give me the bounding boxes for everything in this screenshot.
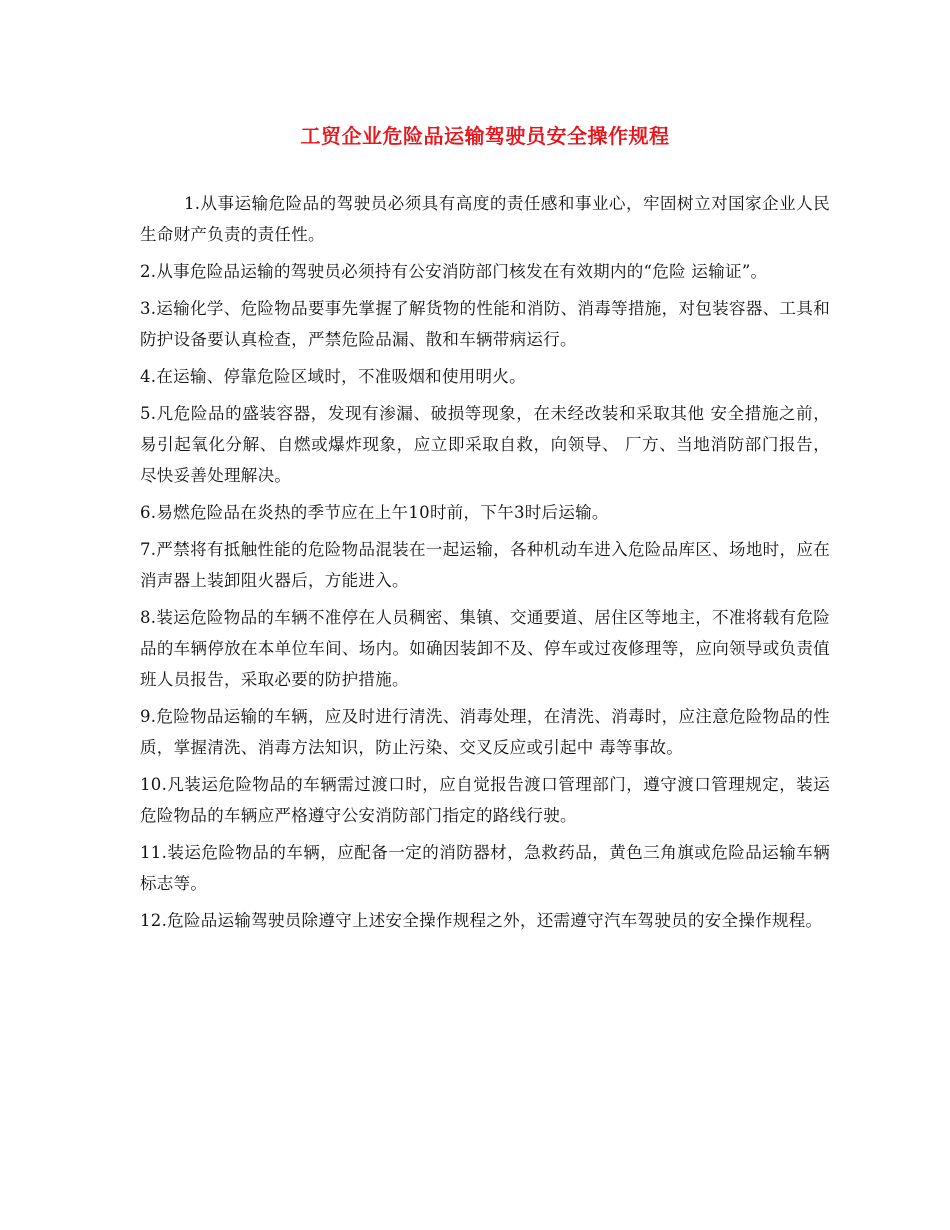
paragraph-3: 3.运输化学、危险物品要事先掌握了解货物的性能和消防、消毒等措施，对包装容器、工具和防护设备要认真检查，严禁危险品漏、散和车辆带病运行。 — [140, 299, 830, 349]
paragraph-12: 12.危险品运输驾驶员除遵守上述安全操作规程之外，还需遵守汽车驾驶员的安全操作规程。 — [140, 911, 823, 930]
paragraph-11: 11.装运危险物品的车辆，应配备一定的消防器材，急救药品，黄色三角旗或危险品运输车辆标志等。 — [140, 843, 830, 893]
paragraph-7: 7.严禁将有抵触性能的危险物品混装在一起运输，各种机动车进入危险品库区、场地时，应在消声器上装卸阻火器后，方能进入。 — [140, 540, 830, 590]
document-title: 工贸企业危险品运输驾驶员安全操作规程 — [300, 124, 670, 148]
paragraph-2: 2.从事危险品运输的驾驶员必须持有公安消防部门核发在有效期内的“危险 运输证”。 — [140, 262, 768, 281]
paragraph-4: 4.在运输、停靠危险区域时，不准吸烟和使用明火。 — [140, 367, 526, 386]
document-page — [140, 118, 830, 942]
paragraph-6: 6.易燃危险品在炎热的季节应在上午10时前，下午3时后运输。 — [140, 503, 609, 522]
paragraph-10: 10.凡装运危险物品的车辆需过渡口时，应自觉报告渡口管理部门，遵守渡口管理规定，装运危险物品的车辆应严格遵守公安消防部门指定的路线行驶。 — [140, 775, 830, 825]
paragraph-1: 1.从事运输危险品的驾驶员必须具有高度的责任感和事业心，牢固树立对国家企业人民生命财产负责的责任性。 — [140, 194, 830, 244]
paragraph-5: 5.凡危险品的盛装容器，发现有渗漏、破损等现象，在未经改装和采取其他 安全措施之前，易引起氧化分解、自燃或爆炸现象，应立即采取自救，向领导、 厂方、当地消防部门报告，尽快妥善处理解决。 — [140, 404, 830, 485]
paragraph-9: 9.危险物品运输的车辆，应及时进行清洗、消毒处理，在清洗、消毒时，应注意危险物品的性质，掌握清洗、消毒方法知识，防止污染、交叉反应或引起中 毒等事故。 — [140, 707, 830, 757]
paragraph-8: 8.装运危险物品的车辆不准停在人员稠密、集镇、交通要道、居住区等地主，不准将载有危险品的车辆停放在本单位车间、场内。如确因装卸不及、停车或过夜修理等，应向领导或负责值班人员报告，采取必要的防护措施。 — [140, 608, 830, 689]
